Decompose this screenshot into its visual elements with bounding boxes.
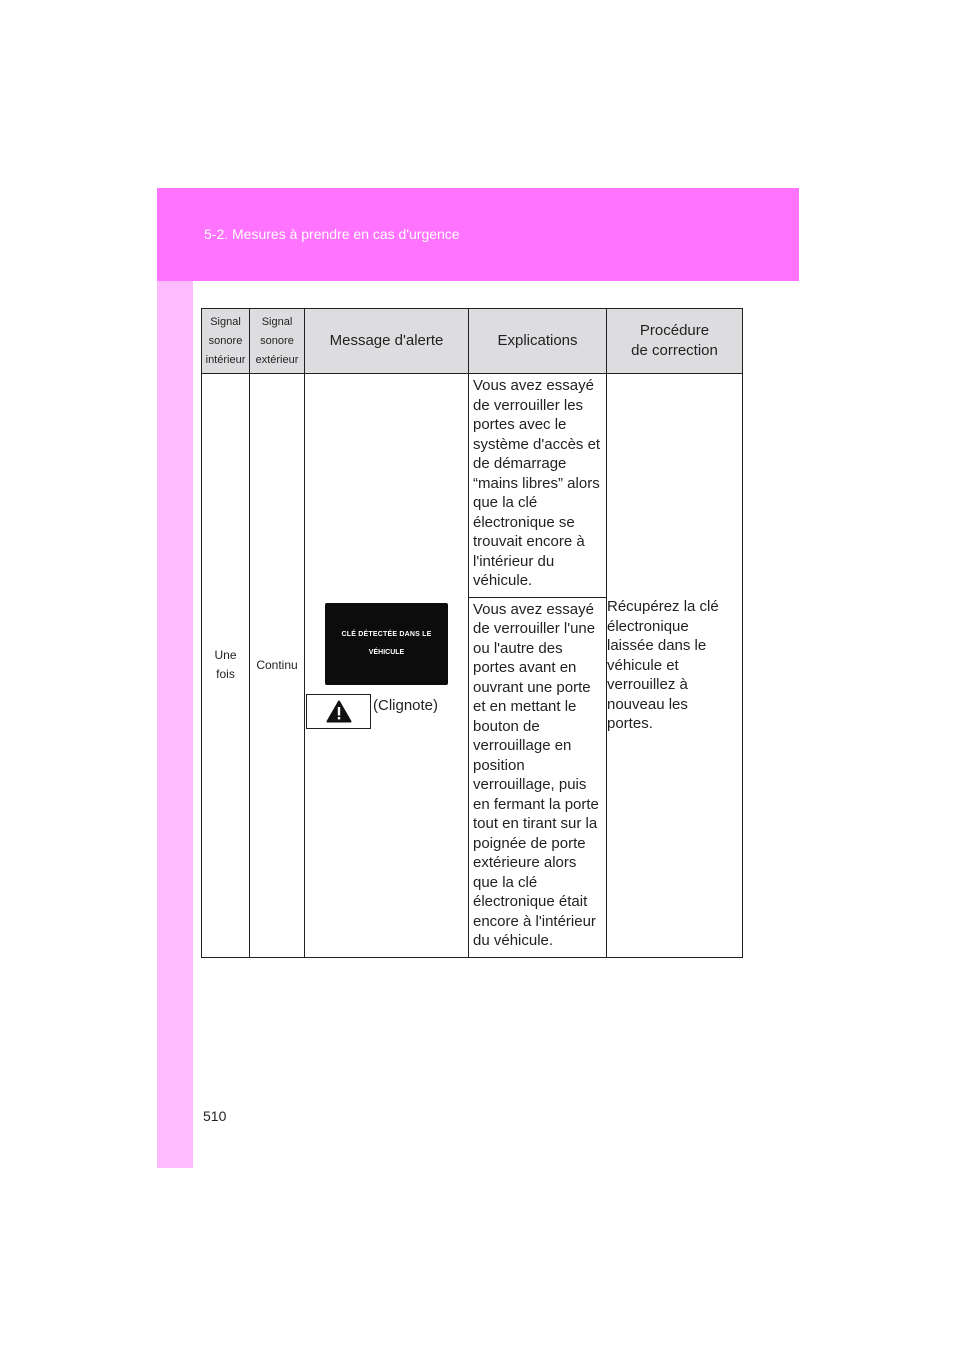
text-line: poignée de porte bbox=[473, 834, 586, 852]
text-line: Vous avez essayé bbox=[473, 377, 594, 394]
header-text: extérieur bbox=[255, 353, 299, 366]
table-header-row bbox=[202, 309, 743, 374]
text-line: que la clé bbox=[473, 494, 538, 511]
text-line: Récupérez la clé bbox=[607, 598, 719, 615]
alert-message-visual bbox=[305, 603, 468, 728]
cell-explanation-1 bbox=[469, 374, 607, 598]
text-line: “mains libres” alors bbox=[473, 474, 600, 492]
text-line: portes avec le bbox=[473, 416, 567, 433]
section-title: 5-2. Mesures à prendre en cas d'urgence bbox=[204, 226, 460, 242]
text-line: électronique se bbox=[473, 513, 575, 531]
warning-light-box bbox=[306, 694, 371, 729]
explanation-text bbox=[469, 598, 606, 957]
text-line: Vous avez essayé bbox=[473, 600, 594, 618]
text-line: portes avant en bbox=[473, 659, 577, 676]
table-row bbox=[202, 374, 743, 598]
text-line: nouveau les bbox=[607, 695, 688, 713]
alert-table bbox=[201, 308, 743, 958]
explanation-text bbox=[469, 374, 606, 597]
warning-triangle-icon bbox=[326, 700, 352, 723]
multi-info-display bbox=[325, 603, 448, 685]
text-line: verrouillage en bbox=[473, 737, 572, 754]
cell-correction bbox=[607, 374, 743, 958]
side-strip bbox=[157, 281, 193, 1168]
header-text: Signal bbox=[210, 315, 241, 328]
cell-alert-message bbox=[305, 374, 469, 958]
exterior-signal-text: Continu bbox=[256, 657, 298, 672]
header-text: Signal bbox=[261, 315, 293, 328]
text-line: de verrouiller les bbox=[473, 396, 584, 414]
blink-label: (Clignote) bbox=[373, 696, 439, 714]
text-line: électronique était bbox=[473, 893, 588, 910]
header-text: Explications bbox=[497, 332, 578, 349]
cell-exterior-signal bbox=[250, 374, 305, 958]
display-message-line: VÉHICULE bbox=[368, 648, 405, 656]
page-number: 510 bbox=[203, 1108, 227, 1124]
text-line: que la clé bbox=[473, 873, 538, 891]
cell-interior-signal bbox=[202, 374, 250, 958]
header-interior-signal bbox=[202, 309, 250, 374]
header-exterior-signal bbox=[250, 309, 305, 374]
header-text: Procédure bbox=[639, 322, 710, 339]
header-text: Message d'alerte bbox=[329, 332, 444, 349]
header-text: intérieur bbox=[205, 353, 246, 366]
text-line: bouton de bbox=[473, 717, 540, 735]
text-line: et en mettant le bbox=[473, 698, 577, 715]
text-line: verrouillage, puis bbox=[473, 776, 587, 793]
display-message-line: CLÉ DÉTECTÉE DANS LE bbox=[341, 630, 432, 638]
text-line: système d'accès et bbox=[473, 435, 601, 453]
text-line: de démarrage bbox=[473, 455, 567, 472]
text-line: du véhicule. bbox=[473, 932, 554, 949]
text-line: véhicule. bbox=[473, 572, 533, 589]
text-line: position bbox=[473, 756, 525, 774]
text-line: portes. bbox=[607, 715, 653, 732]
text-line: trouvait encore à bbox=[473, 533, 585, 550]
cell-explanation-2 bbox=[469, 597, 607, 957]
text-line: ou l'autre des bbox=[473, 639, 563, 657]
interior-signal-text: Une bbox=[214, 648, 237, 663]
header-alert-message bbox=[305, 309, 469, 374]
text-line: véhicule et bbox=[607, 656, 679, 674]
text-line: laissée dans le bbox=[607, 637, 707, 654]
text-line: en fermant la porte bbox=[473, 795, 599, 813]
text-line: verrouillez à bbox=[607, 676, 688, 693]
text-line: encore à l'intérieur bbox=[473, 912, 596, 930]
header-text: sonore bbox=[208, 334, 243, 347]
header-text: de correction bbox=[631, 342, 718, 359]
text-line: de verrouiller l'une bbox=[473, 620, 596, 637]
header-text: sonore bbox=[260, 334, 294, 347]
text-line: l'intérieur du bbox=[473, 552, 555, 570]
text-line: extérieure alors bbox=[473, 854, 577, 871]
text-line: ouvrant une porte bbox=[473, 678, 591, 696]
header-correction bbox=[607, 309, 743, 374]
header-explanations bbox=[469, 309, 607, 374]
interior-signal-text: fois bbox=[216, 667, 235, 682]
text-line: électronique bbox=[607, 617, 689, 635]
text-line: tout en tirant sur la bbox=[473, 815, 598, 832]
